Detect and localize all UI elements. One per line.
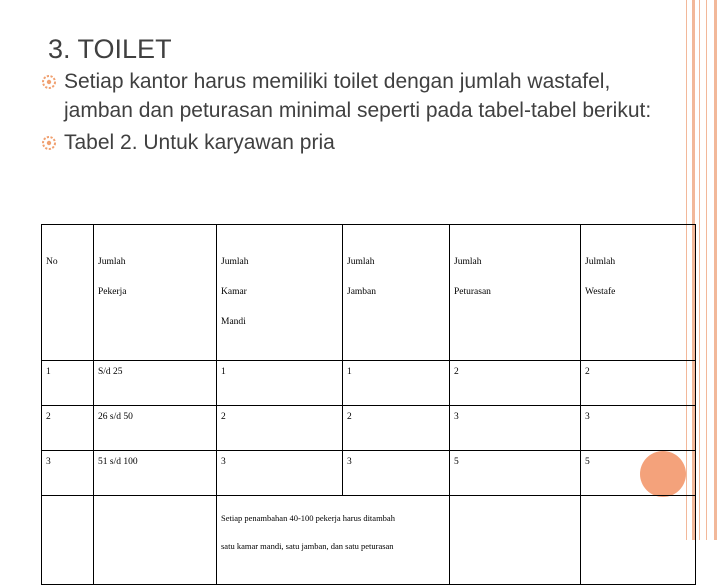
bullet-item: [42, 68, 662, 125]
header-cell: Jumlah Pekerja: [94, 225, 217, 361]
table-cell: 3: [42, 451, 94, 496]
table-cell: 3: [581, 406, 696, 451]
header-cell: Jumlah Jamban: [343, 225, 450, 361]
header-cell: Julmlah Westafe: [581, 225, 696, 361]
table-cell: 3: [343, 451, 450, 496]
gear-bullet-icon: [42, 136, 56, 150]
table-footer-row: [42, 496, 696, 585]
header-cell: Jumlah Kamar Mandi: [217, 225, 343, 361]
table-cell: 2: [217, 406, 343, 451]
gear-bullet-icon: [42, 75, 56, 89]
table-row: [42, 361, 696, 406]
table-cell: S/d 25: [94, 361, 217, 406]
table-cell: 5: [581, 451, 696, 496]
table-cell: 3: [450, 406, 581, 451]
header-cell: Jumlah Peturasan: [450, 225, 581, 361]
table-cell: 3: [217, 451, 343, 496]
table-cell: [450, 496, 581, 585]
bullet-item: [42, 129, 662, 158]
table-row: [42, 451, 696, 496]
table-cell: [581, 496, 696, 585]
page-title: 3. TOILET: [48, 34, 172, 64]
bullet-list: [42, 68, 662, 162]
table-cell: 1: [42, 361, 94, 406]
table-row: [42, 406, 696, 451]
table-cell: 1: [343, 361, 450, 406]
table-cell: 2: [42, 406, 94, 451]
table-cell: [42, 496, 94, 585]
table-cell: 5: [450, 451, 581, 496]
header-cell: No: [42, 225, 94, 361]
table-cell: [94, 496, 217, 585]
table-cell: 26 s/d 50: [94, 406, 217, 451]
table-cell: 2: [581, 361, 696, 406]
table-cell: 1: [217, 361, 343, 406]
bullet-text: Tabel 2. Untuk karyawan pria: [64, 131, 335, 154]
table-header-row: [42, 225, 696, 361]
table-note: Setiap penambahan 40-100 pekerja harus ditambah satu kamar mandi, satu jamban, dan satu peturasan: [217, 496, 450, 585]
table-cell: 51 s/d 100: [94, 451, 217, 496]
table-cell: 2: [343, 406, 450, 451]
table-cell: 2: [450, 361, 581, 406]
bullet-text: Setiap kantor harus memiliki toilet dengan jumlah wastafel, jamban dan peturasan minimal seperti pada tabel-tabel berikut:: [64, 70, 652, 122]
toilet-table: [41, 224, 696, 585]
